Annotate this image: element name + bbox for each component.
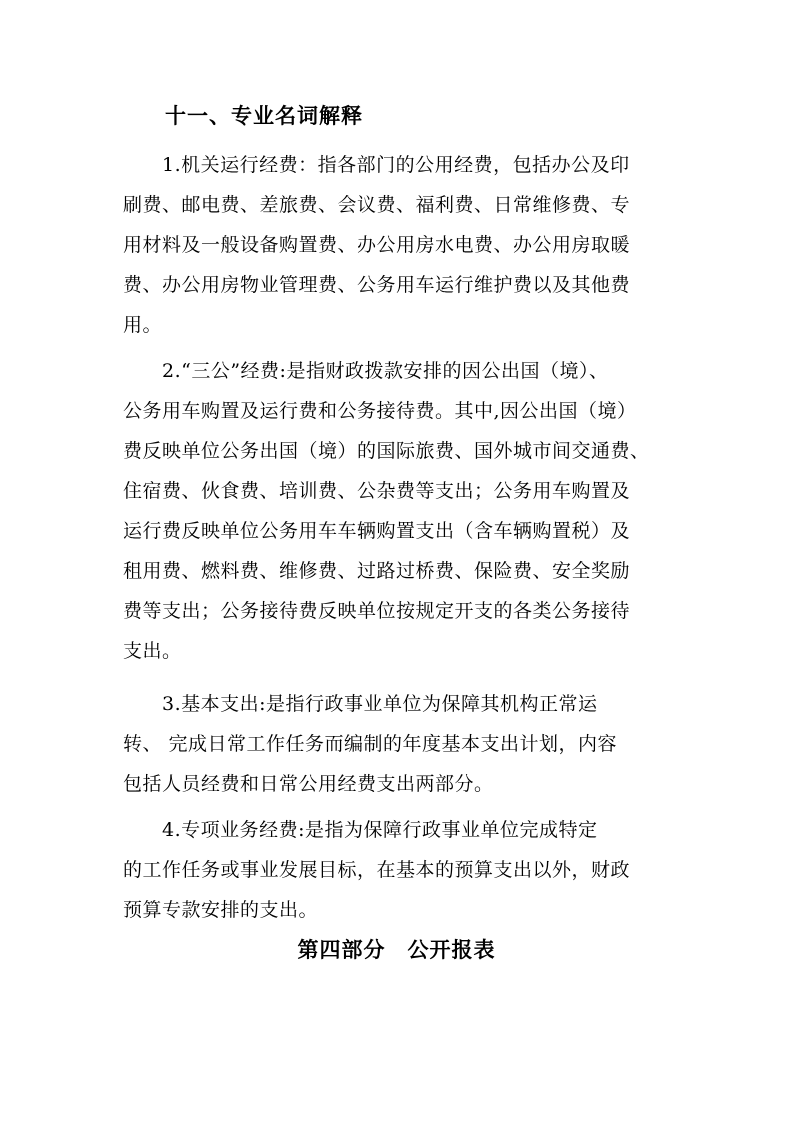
paragraph-line: 包括人员经费和日常公用经费支出两部分。 xyxy=(123,773,494,795)
paragraph-office-operating-expenses xyxy=(123,145,683,345)
paragraph-special-business-expenses xyxy=(123,810,683,930)
paragraph-line: 租用费、燃料费、维修费、过路过桥费、保险费、安全奖励 xyxy=(123,560,631,582)
paragraph-line: 刷费、邮电费、差旅费、会议费、福利费、日常维修费、专 xyxy=(123,194,631,216)
paragraph-line: 用。 xyxy=(123,314,163,336)
paragraph-line: 费反映单位公务出国（境）的国际旅费、国外城市间交通费、 xyxy=(123,440,650,462)
paragraph-line: 2.“三公”经费:是指财政拨款安排的因公出国（境）、 xyxy=(123,360,609,382)
paragraph-line: 费等支出；公务接待费反映单位按规定开支的各类公务接待 xyxy=(123,600,631,622)
paragraph-line: 预算专款安排的支出。 xyxy=(123,899,319,921)
paragraph-line: 运行费反映单位公务用车车辆购置支出（含车辆购置税）及 xyxy=(123,520,631,542)
paragraph-basic-expenditure xyxy=(123,684,683,804)
paragraph-line: 的工作任务或事业发展目标，在基本的预算支出以外，财政 xyxy=(123,859,631,881)
paragraph-three-public-expenses xyxy=(123,351,683,671)
paragraph-line: 1.机关运行经费：指各部门的公用经费，包括办公及印 xyxy=(123,154,630,176)
section-title: 十一、专业名词解释 xyxy=(165,104,363,128)
paragraph-line: 住宿费、伙食费、培训费、公杂费等支出；公务用车购置及 xyxy=(123,480,631,502)
paragraph-line: 公务用车购置及运行费和公务接待费。其中,因公出国（境） xyxy=(123,400,637,422)
paragraph-line: 支出。 xyxy=(123,640,182,662)
paragraph-line: 用材料及一般设备购置费、办公用房水电费、办公用房取暖 xyxy=(123,234,631,256)
paragraph-line: 转、 完成日常工作任务而编制的年度基本支出计划，内容 xyxy=(123,733,618,755)
paragraph-line: 费、办公用房物业管理费、公务用车运行维护费以及其他费 xyxy=(123,274,631,296)
part-title: 第四部分 公开报表 xyxy=(297,938,496,962)
paragraph-line: 3.基本支出:是指行政事业单位为保障其机构正常运 xyxy=(123,693,598,715)
paragraph-line: 4.专项业务经费:是指为保障行政事业单位完成特定 xyxy=(123,819,598,841)
